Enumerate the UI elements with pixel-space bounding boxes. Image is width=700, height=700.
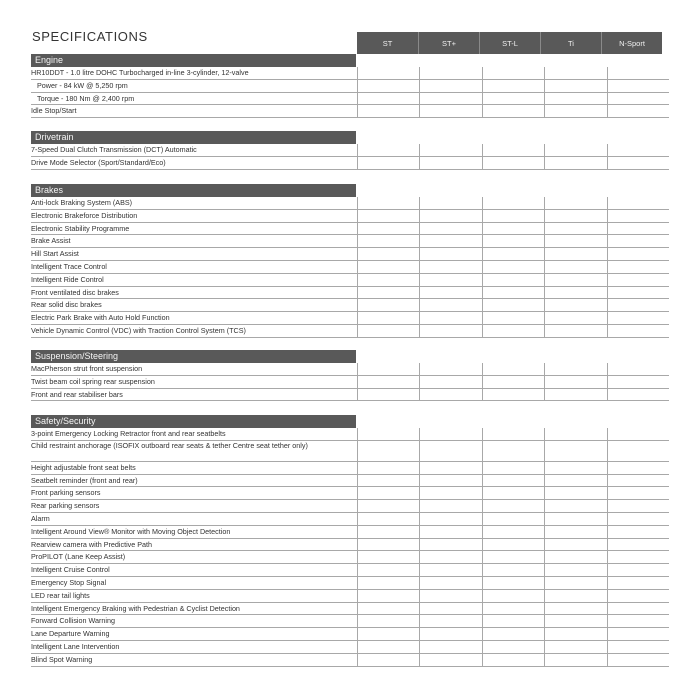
table-cell: [544, 641, 606, 653]
spec-section: [31, 54, 669, 118]
table-cell: [607, 615, 669, 627]
table-cell: [357, 487, 419, 499]
table-cell: [419, 299, 481, 311]
table-cell: [544, 144, 606, 156]
row-label: Vehicle Dynamic Control (VDC) with Traction Control System (TCS): [31, 325, 246, 335]
table-cell: [357, 363, 419, 375]
table-cell: [607, 641, 669, 653]
column-headers: [357, 32, 662, 54]
spec-section: [31, 184, 669, 338]
table-cell: [544, 363, 606, 375]
table-cell: [357, 462, 419, 474]
table-cell: [357, 299, 419, 311]
table-cell: [482, 500, 544, 512]
row-label: Torque - 180 Nm @ 2,400 rpm: [37, 93, 135, 103]
table-cell: [544, 287, 606, 299]
table-cell: [607, 248, 669, 260]
section-heading: Safety/Security: [31, 415, 356, 428]
table-row: [31, 590, 669, 603]
table-cell: [482, 376, 544, 388]
table-cell: [544, 564, 606, 576]
row-label: Alarm: [31, 513, 50, 523]
table-row: [31, 105, 669, 118]
table-row: [31, 261, 669, 274]
table-cell: [607, 223, 669, 235]
table-cell: [607, 157, 669, 169]
table-cell: [482, 551, 544, 563]
table-row: [31, 500, 669, 513]
table-cell: [419, 363, 481, 375]
table-cell: [482, 197, 544, 209]
table-row: [31, 157, 669, 170]
table-cell: [544, 462, 606, 474]
row-label: Drive Mode Selector (Sport/Standard/Eco): [31, 157, 166, 167]
table-cell: [544, 526, 606, 538]
table-cell: [357, 105, 419, 117]
table-cell: [482, 67, 544, 79]
table-cell: [419, 475, 481, 487]
table-cell: [544, 93, 606, 105]
table-cell: [482, 287, 544, 299]
table-cell: [544, 654, 606, 666]
table-cell: [482, 389, 544, 401]
table-cell: [544, 105, 606, 117]
column-header-st: ST: [357, 32, 418, 54]
row-label: Anti-lock Braking System (ABS): [31, 198, 133, 207]
table-cell: [357, 235, 419, 247]
row-label: Electronic Brakeforce Distribution: [31, 210, 138, 220]
table-cell: [357, 67, 419, 79]
table-cell: [357, 325, 419, 337]
table-cell: [544, 513, 606, 525]
table-row: [31, 197, 669, 210]
table-cell: [419, 105, 481, 117]
table-cell: [607, 312, 669, 324]
table-cell: [419, 654, 481, 666]
table-cell: [607, 475, 669, 487]
table-cell: [482, 223, 544, 235]
table-cell: [419, 210, 481, 222]
row-label: ProPILOT (Lane Keep Assist): [31, 552, 126, 562]
table-cell: [419, 539, 481, 551]
table-row: [31, 235, 669, 248]
table-cell: [544, 80, 606, 92]
table-row: [31, 428, 669, 441]
table-cell: [419, 223, 481, 235]
row-label: Intelligent Cruise Control: [31, 565, 110, 575]
table-row: [31, 312, 669, 325]
table-cell: [482, 93, 544, 105]
row-label: 7-Speed Dual Clutch Transmission (DCT) Automatic: [31, 145, 197, 154]
table-row: [31, 274, 669, 287]
table-cell: [419, 641, 481, 653]
table-cell: [357, 197, 419, 209]
table-cell: [482, 654, 544, 666]
table-cell: [357, 157, 419, 169]
table-cell: [607, 441, 669, 461]
table-row: [31, 513, 669, 526]
table-cell: [419, 80, 481, 92]
row-label: HR10DDT - 1.0 litre DOHC Turbocharged in-line 3-cylinder, 12-valve: [31, 68, 249, 77]
table-row: [31, 287, 669, 300]
table-cell: [419, 590, 481, 602]
table-cell: [419, 274, 481, 286]
table-cell: [482, 248, 544, 260]
table-cell: [419, 428, 481, 440]
table-row: [31, 641, 669, 654]
row-label: Intelligent Around View® Monitor with Moving Object Detection: [31, 526, 231, 536]
table-cell: [357, 287, 419, 299]
table-cell: [607, 325, 669, 337]
table-cell: [357, 274, 419, 286]
table-cell: [544, 299, 606, 311]
table-cell: [607, 513, 669, 525]
table-cell: [419, 248, 481, 260]
table-cell: [357, 80, 419, 92]
table-cell: [419, 67, 481, 79]
row-label: Blind Spot Warning: [31, 654, 93, 664]
table-cell: [607, 67, 669, 79]
table-cell: [419, 376, 481, 388]
table-cell: [607, 144, 669, 156]
table-cell: [544, 551, 606, 563]
spec-section: [31, 415, 669, 667]
table-cell: [482, 299, 544, 311]
row-label: Electric Park Brake with Auto Hold Function: [31, 313, 170, 323]
table-cell: [544, 223, 606, 235]
table-cell: [544, 590, 606, 602]
table-cell: [607, 603, 669, 615]
table-cell: [544, 67, 606, 79]
table-cell: [357, 603, 419, 615]
table-row: [31, 441, 669, 462]
table-row: [31, 299, 669, 312]
table-cell: [482, 441, 544, 461]
table-cell: [482, 428, 544, 440]
table-row: [31, 248, 669, 261]
column-header-n-sport: N-Sport: [601, 32, 662, 54]
table-cell: [607, 105, 669, 117]
table-cell: [607, 376, 669, 388]
table-cell: [607, 590, 669, 602]
table-row: [31, 526, 669, 539]
table-cell: [357, 248, 419, 260]
row-label: Seatbelt reminder (front and rear): [31, 475, 138, 485]
table-row: [31, 487, 669, 500]
table-cell: [482, 577, 544, 589]
table-row: [31, 376, 669, 389]
table-cell: [607, 526, 669, 538]
table-row: [31, 67, 669, 80]
row-label: Intelligent Ride Control: [31, 274, 104, 284]
table-cell: [607, 539, 669, 551]
spec-section: [31, 350, 669, 401]
table-cell: [607, 628, 669, 640]
table-cell: [544, 261, 606, 273]
table-cell: [482, 144, 544, 156]
section-heading: Brakes: [31, 184, 356, 197]
table-cell: [607, 287, 669, 299]
table-cell: [419, 615, 481, 627]
table-cell: [419, 551, 481, 563]
page-title: SPECIFICATIONS: [32, 29, 148, 44]
row-label: Child restraint anchorage (ISOFIX outboard rear seats & tether Centre seat tether only): [31, 440, 308, 450]
row-label: Intelligent Emergency Braking with Pedestrian & Cyclist Detection: [31, 603, 240, 613]
table-cell: [357, 389, 419, 401]
table-cell: [357, 93, 419, 105]
table-cell: [419, 513, 481, 525]
row-label: Emergency Stop Signal: [31, 577, 107, 587]
table-row: [31, 325, 669, 338]
table-cell: [357, 564, 419, 576]
row-label: LED rear tail lights: [31, 590, 90, 600]
table-cell: [482, 513, 544, 525]
table-cell: [482, 105, 544, 117]
table-row: [31, 628, 669, 641]
table-cell: [357, 441, 419, 461]
table-row: [31, 80, 669, 93]
table-cell: [482, 157, 544, 169]
row-label: MacPherson strut front suspension: [31, 364, 143, 373]
table-cell: [357, 590, 419, 602]
table-cell: [357, 513, 419, 525]
table-cell: [607, 235, 669, 247]
table-row: [31, 93, 669, 106]
column-header-st-l: ST-L: [479, 32, 540, 54]
table-cell: [419, 261, 481, 273]
row-label: Intelligent Trace Control: [31, 261, 107, 271]
table-cell: [544, 441, 606, 461]
table-cell: [544, 603, 606, 615]
table-cell: [544, 157, 606, 169]
table-cell: [419, 462, 481, 474]
table-cell: [607, 261, 669, 273]
column-header-st-plus: ST+: [418, 32, 479, 54]
row-label: Height adjustable front seat belts: [31, 462, 136, 472]
table-cell: [419, 287, 481, 299]
row-label: Brake Assist: [31, 236, 71, 246]
table-cell: [357, 428, 419, 440]
table-cell: [607, 93, 669, 105]
table-cell: [419, 564, 481, 576]
section-heading: Suspension/Steering: [31, 350, 356, 363]
table-cell: [419, 500, 481, 512]
table-cell: [357, 376, 419, 388]
table-cell: [419, 235, 481, 247]
table-cell: [482, 487, 544, 499]
table-cell: [607, 210, 669, 222]
table-cell: [357, 261, 419, 273]
table-cell: [607, 274, 669, 286]
table-cell: [482, 615, 544, 627]
table-cell: [419, 526, 481, 538]
table-cell: [607, 197, 669, 209]
table-row: [31, 654, 669, 667]
table-cell: [544, 312, 606, 324]
table-row: [31, 564, 669, 577]
table-cell: [607, 299, 669, 311]
row-label: Rear parking sensors: [31, 501, 100, 511]
table-cell: [357, 526, 419, 538]
table-cell: [419, 487, 481, 499]
table-row: [31, 539, 669, 552]
table-cell: [607, 428, 669, 440]
table-cell: [544, 197, 606, 209]
table-cell: [419, 197, 481, 209]
table-cell: [482, 564, 544, 576]
table-cell: [482, 363, 544, 375]
table-cell: [482, 462, 544, 474]
table-cell: [482, 590, 544, 602]
table-row: [31, 615, 669, 628]
table-cell: [357, 475, 419, 487]
table-cell: [544, 475, 606, 487]
table-cell: [482, 210, 544, 222]
table-cell: [544, 325, 606, 337]
table-cell: [357, 615, 419, 627]
table-cell: [544, 577, 606, 589]
row-label: Intelligent Lane Intervention: [31, 641, 120, 651]
table-cell: [357, 539, 419, 551]
table-cell: [607, 363, 669, 375]
table-cell: [357, 628, 419, 640]
table-row: [31, 144, 669, 157]
table-cell: [419, 603, 481, 615]
table-cell: [419, 312, 481, 324]
section-heading: Engine: [31, 54, 356, 67]
row-label: Twist beam coil spring rear suspension: [31, 376, 155, 386]
table-row: [31, 223, 669, 236]
table-cell: [607, 551, 669, 563]
table-cell: [482, 603, 544, 615]
table-cell: [357, 312, 419, 324]
table-cell: [419, 628, 481, 640]
table-row: [31, 363, 669, 376]
table-cell: [357, 577, 419, 589]
table-cell: [607, 80, 669, 92]
table-cell: [544, 210, 606, 222]
table-cell: [357, 641, 419, 653]
table-row: [31, 577, 669, 590]
table-cell: [419, 144, 481, 156]
table-cell: [607, 487, 669, 499]
row-label: Front parking sensors: [31, 488, 101, 498]
table-cell: [607, 389, 669, 401]
table-cell: [544, 274, 606, 286]
table-cell: [482, 312, 544, 324]
table-cell: [419, 577, 481, 589]
table-cell: [544, 235, 606, 247]
row-label: Forward Collision Warning: [31, 616, 116, 626]
table-cell: [607, 577, 669, 589]
table-cell: [357, 551, 419, 563]
table-cell: [607, 564, 669, 576]
row-label: Hill Start Assist: [31, 249, 79, 259]
row-label: Lane Departure Warning: [31, 629, 110, 639]
table-cell: [607, 654, 669, 666]
column-header-ti: Ti: [540, 32, 601, 54]
table-cell: [357, 210, 419, 222]
table-cell: [544, 428, 606, 440]
table-row: [31, 475, 669, 488]
table-cell: [544, 615, 606, 627]
table-cell: [482, 641, 544, 653]
table-cell: [544, 248, 606, 260]
table-row: [31, 603, 669, 616]
section-heading: Drivetrain: [31, 131, 356, 144]
row-label: 3-point Emergency Locking Retractor front and rear seatbelts: [31, 429, 226, 438]
table-cell: [482, 526, 544, 538]
row-label: Idle Stop/Start: [31, 106, 77, 116]
table-cell: [357, 223, 419, 235]
table-cell: [482, 261, 544, 273]
table-cell: [544, 539, 606, 551]
table-cell: [544, 500, 606, 512]
row-label: Rear solid disc brakes: [31, 300, 102, 310]
table-row: [31, 462, 669, 475]
table-cell: [419, 93, 481, 105]
table-cell: [482, 325, 544, 337]
table-cell: [482, 628, 544, 640]
row-label: Rearview camera with Predictive Path: [31, 539, 153, 549]
table-cell: [482, 274, 544, 286]
table-cell: [544, 389, 606, 401]
table-cell: [544, 376, 606, 388]
table-cell: [419, 441, 481, 461]
row-label: Power - 84 kW @ 5,250 rpm: [37, 80, 128, 90]
table-cell: [357, 500, 419, 512]
table-cell: [544, 487, 606, 499]
table-cell: [607, 500, 669, 512]
table-cell: [482, 80, 544, 92]
row-label: Front and rear stabiliser bars: [31, 389, 123, 399]
table-row: [31, 210, 669, 223]
table-cell: [544, 628, 606, 640]
table-cell: [482, 539, 544, 551]
row-label: Front ventilated disc brakes: [31, 287, 119, 297]
table-cell: [357, 654, 419, 666]
table-cell: [419, 389, 481, 401]
table-row: [31, 551, 669, 564]
table-cell: [607, 462, 669, 474]
table-cell: [419, 157, 481, 169]
row-label: Electronic Stability Programme: [31, 223, 130, 233]
table-row: [31, 389, 669, 402]
table-cell: [482, 235, 544, 247]
table-cell: [482, 475, 544, 487]
spec-section: [31, 131, 669, 170]
table-cell: [357, 144, 419, 156]
table-cell: [419, 325, 481, 337]
